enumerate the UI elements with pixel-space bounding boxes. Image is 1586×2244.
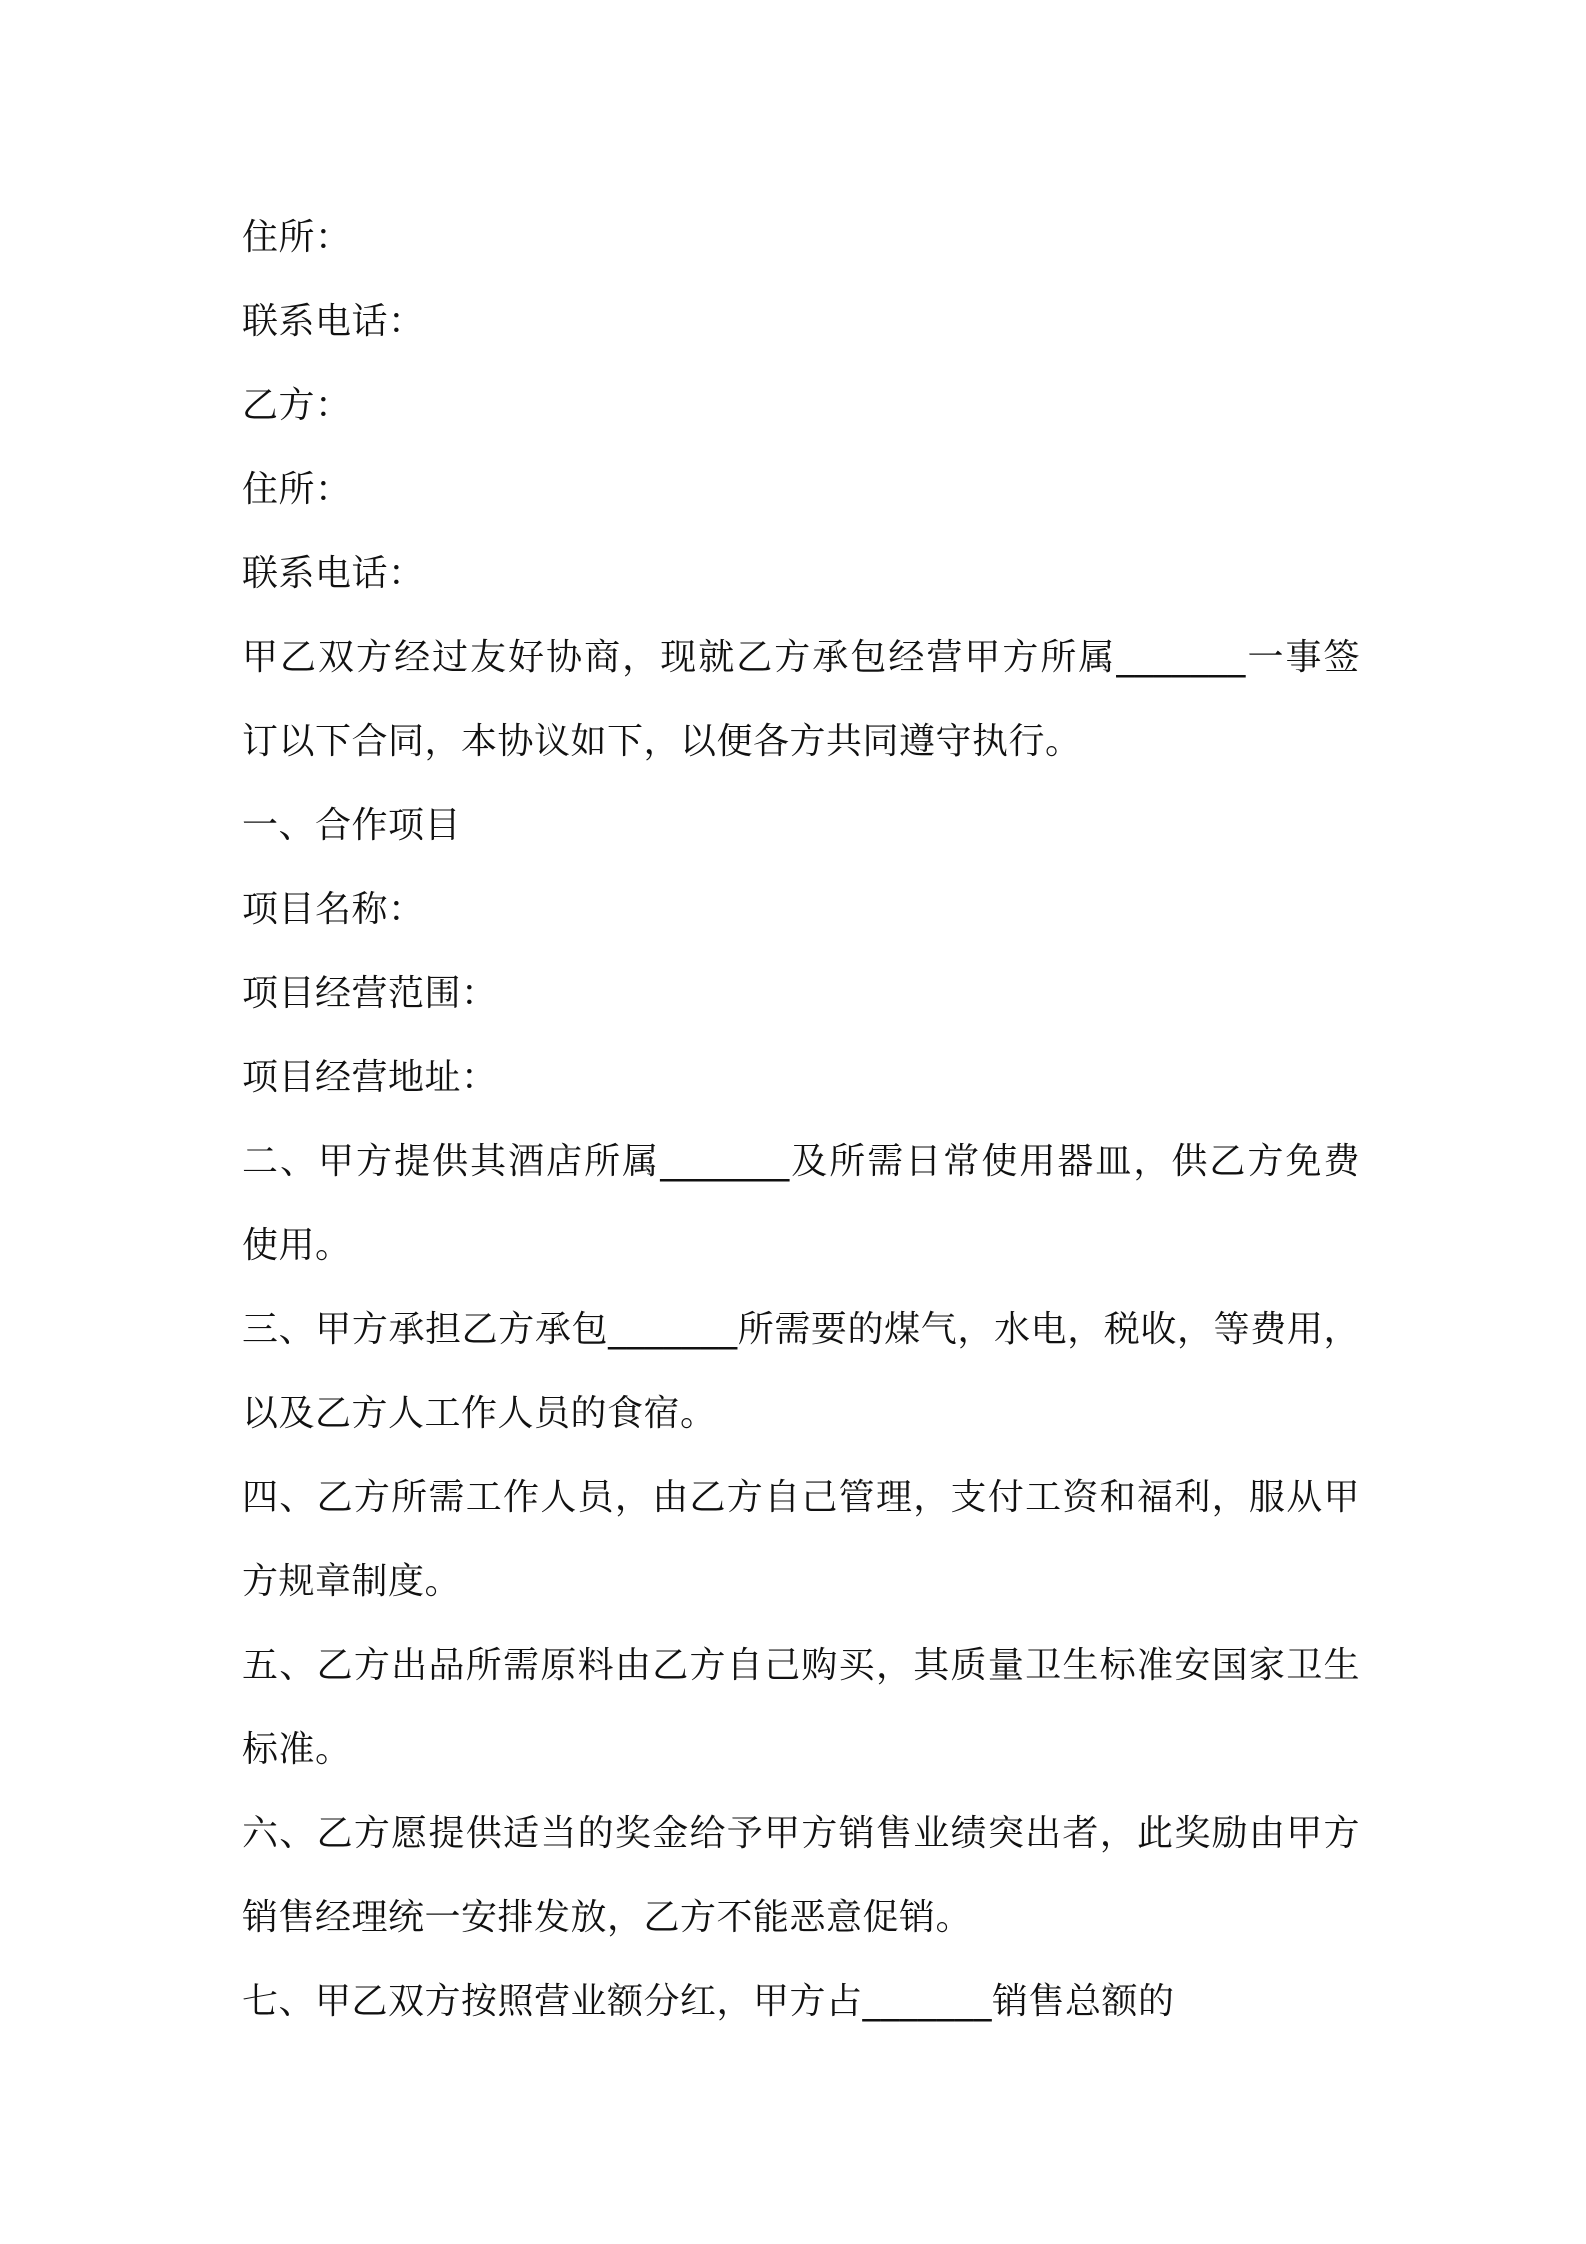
clause-3-line-2: 以及乙方人工作人员的食宿。: [242, 1393, 717, 1434]
project-address-label: 项目经营地址：: [242, 1057, 498, 1098]
party-a-phone-label: 联系电话：: [242, 301, 425, 342]
clause-7-line-1: 七、甲乙双方按照营业额分红，甲方占_______销售总额的: [242, 1981, 1175, 2022]
preamble-line-1: 甲乙双方经过友好协商，现就乙方承包经营甲方所属_______一事签: [242, 637, 1360, 678]
clause-6-line-1: 六、乙方愿提供适当的奖金给予甲方销售业绩突出者，此奖励由甲方: [242, 1813, 1360, 1854]
clause-5-line-1: 五、乙方出品所需原料由乙方自己购买，其质量卫生标准安国家卫生: [242, 1645, 1360, 1686]
section-1-heading: 一、合作项目: [242, 805, 462, 846]
clause-5-line-2: 标准。: [242, 1729, 352, 1770]
party-b-phone-label: 联系电话：: [242, 553, 425, 594]
clause-2-line-2: 使用。: [242, 1225, 352, 1266]
party-b-address-label: 住所：: [242, 469, 352, 510]
clause-4-line-1: 四、乙方所需工作人员，由乙方自己管理，支付工资和福利，服从甲: [242, 1477, 1360, 1518]
clause-3-line-1: 三、甲方承担乙方承包_______所需要的煤气，水电，税收，等费用，: [242, 1309, 1360, 1350]
project-name-label: 项目名称：: [242, 889, 425, 930]
clause-2-line-1: 二、甲方提供其酒店所属_______及所需日常使用器皿，供乙方免费: [242, 1141, 1360, 1182]
clause-6-line-2: 销售经理统一安排发放，乙方不能恶意促销。: [242, 1897, 973, 1938]
party-a-address-label: 住所：: [242, 217, 352, 258]
party-b-label: 乙方：: [242, 385, 352, 426]
clause-4-line-2: 方规章制度。: [242, 1561, 462, 1602]
project-scope-label: 项目经营范围：: [242, 973, 498, 1014]
document-body: [242, 196, 1360, 2044]
preamble-line-2: 订以下合同，本协议如下，以便各方共同遵守执行。: [242, 721, 1082, 762]
